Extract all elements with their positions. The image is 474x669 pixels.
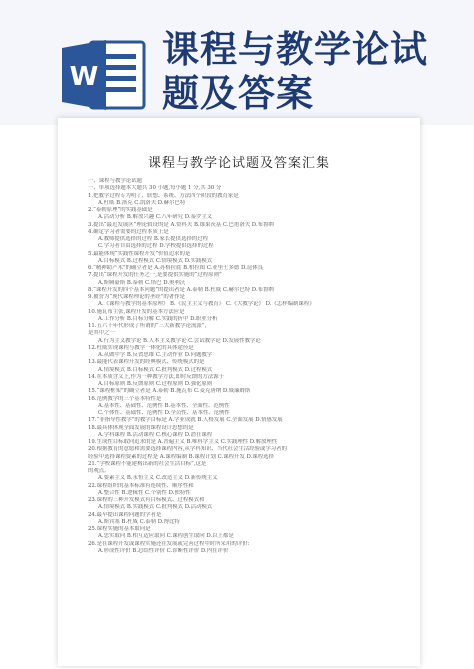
document-line: 18.最具体体现全面发展的课程设计思想的是 (88, 424, 194, 431)
document-line: 22.课程组织的基本标准有连续性、顺序性和 (88, 482, 194, 489)
document-line: 12.杜威实现课程与教学一体化的具体途径是 (88, 344, 194, 351)
document-line: 20.根据教育的意愿和需要选择课程内容,从学科知识、当代社会生活经验或学习者的 (88, 446, 287, 453)
document-line: A.基本性、基础性、范例性 B.基本性、全面性、范例性 (98, 402, 230, 409)
document-line: A.要素主义 B.永恒主义 C.改造主义 D.新传统主义 (98, 475, 218, 482)
document-line: 17.“非指导性教学”的教学目标是 A.学业成就 B.人格发展 C.全面发展 D.情感发展 (88, 417, 283, 424)
document-line: 的观点。 (88, 468, 110, 474)
document-line: 2.“泰勒原理”的实践基础是 (88, 207, 153, 213)
document-line: 8.“课程开发的四个基本问题”的提出者是 A.泰勒 B.杜威 C.赫尔巴特 D.布鲁纳 (88, 286, 274, 293)
document-line: 15.“课程框架”的确立者是 A.泰勒 B.施瓦布 C.麦克唐纳 D.威廉姆斯 (88, 388, 251, 395)
document-title: 课程与教学论试题及答案汇集 (147, 156, 330, 171)
document-line: A.斯腾豪斯 B.泰勒 C.塔巴 D.奥利沃 (98, 279, 186, 286)
document-line: 一、课程与教学论试题 (88, 178, 142, 184)
document-line: A.杜威 B.洛克 C.凯洛夫 D.赫尔巴特 (98, 199, 186, 206)
document-line: 经验中选择课程要素的过程是 A.课程编制 B.课程计划 C.课程开发 D.课程选择 (88, 453, 274, 460)
document-line: A.活动分析 B.解放兴趣 C.八年研究 D.泰罗主义 (98, 214, 213, 221)
document-line: C.学习者自由选择的过程 D.学校提供选择的过程 (98, 243, 214, 250)
document-line: 是其中之一 (88, 330, 115, 337)
document-line: A.学科课程 B.活动课程 C.核心课程 D.潜在课程 (98, 431, 213, 438)
svg-text:W: W (69, 62, 99, 92)
banner-title: 课程与教学论试题及答案 (162, 28, 428, 115)
document-line: 一、单项选择题本大题共 30 小题,每小题 1 分,共 30 分 (88, 185, 222, 192)
document-line: 23.课程的三种开发模式有目标模式、过程模式和 (88, 497, 205, 503)
document-line: 10.施瓦布主张,课程开发的基本方法应是 (88, 308, 185, 315)
document-line: 5.最能体现“实践性课程开发”价值追求的是 (88, 250, 191, 257)
header-banner (0, 0, 474, 125)
document-line: A.目标原则 B.反馈原则 C.过程原则 D.强化原则 (98, 381, 213, 387)
document-line: A.目标模式 B.过程模式 C.情境模式 D.实践模式 (98, 257, 213, 264)
document-line: 11.五六十年代形成了所谓的“三大新教学论流派”, (88, 323, 207, 329)
document-line: A.情境模式 B.实践模式 C.批判模式 D.活动模式 (98, 504, 213, 511)
document-line: A.工作分析 B.目标分解 C.实践的折中 D.职业分析 (98, 315, 218, 322)
document-line: 24.最早提出课程问题的学者是 (88, 511, 162, 518)
document-line: 9.被誉为“现代课程理论的圣经”的著作是 (88, 294, 185, 300)
document-line: 4.确定学习者需要的过程本质上是 (88, 228, 169, 235)
document-line: A.形成性评价 B.总结性评价 C.诊断性评价 D.内在评价 (98, 547, 229, 554)
document-line: A.行为主义教学论 B.人本主义教学论 C.尝试教学论 D.发展性教学论 (98, 337, 261, 344)
document-page (58, 118, 420, 666)
document-line: C.个体性、基础性、范例性 D.全员性、基本性、范例性 (98, 410, 230, 416)
word-document-icon (60, 38, 148, 112)
document-line: A.教师提供选择的过程 B.家长提供选择的过程 (98, 236, 209, 242)
document-line: 16.范例教学的三个基本特性是 (88, 395, 162, 402)
document-line: 26.是在课程开发或课程实施还在发展或完善过程中时所采用的评价: (88, 540, 250, 547)
document-line: 21.“学校课程不能建构出新的社会生活目标”,这是 (88, 460, 207, 467)
document-line: A.情境模式 B.目标模式 C.批判模式 D.过程模式 (98, 366, 213, 373)
document-line: A.忠实取向 B.相互适应取向 C.课程创生取向 D.以上都是 (98, 533, 234, 540)
document-line: 25.课程实施的基本取向是 (88, 526, 151, 532)
document-line: 6.“精神助产术”的确立者是 A.苏格拉底 B.柏拉图 C.亚里士多德 D.昆体良 (88, 265, 264, 271)
document-line: 13.最能代表课程开发的经典模式、传统模式的是 (88, 359, 205, 366)
document-line: A.整合性 B.逻辑性 C.个别性 D.独特性 (98, 489, 191, 496)
document-line: 14.在本质含义上,作为一种教学方法,即时反馈的方法源于 (88, 373, 224, 380)
document-line: 1.把教学过程专为明了、联想、系统、方法四个阶段的教育家是 (88, 192, 239, 199)
document-line: 3.提出“最近发展区”理论假设的是 A.赞科夫 B.维果茨基 C.巴甫洛夫 D.布鲁纳 (88, 221, 274, 228)
document-line: A.从做中学 B.反省思维 C.主动作业 D.问题教学 (98, 352, 213, 358)
document-line: 19.生成性目标取向追求的是 A.普遍主义 B.唯科学主义 C.实践理性 D.解放理性 (88, 439, 278, 445)
document-line: A.《课程与教学的基本原理》 B.《民主主义与教育》 C.《大教学论》 D.《怎样编制课程》 (98, 301, 315, 308)
document-line: 7.提出“课程开发的任务之一,是要提供实施的“过程原则” (88, 272, 222, 279)
document-line: A.斯宾塞 B.杜威 C.泰勒 D.博比特 (98, 518, 180, 525)
document-body (88, 178, 408, 555)
